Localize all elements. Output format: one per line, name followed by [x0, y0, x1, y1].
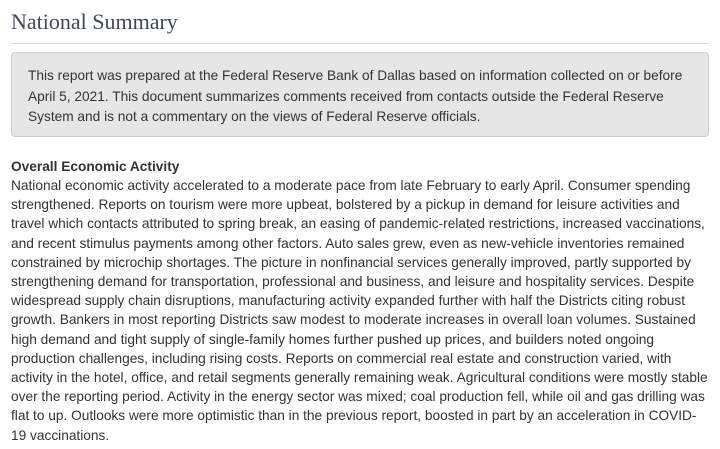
page-title: National Summary: [11, 9, 178, 34]
disclaimer-box: [11, 52, 709, 137]
overall-economic-activity-section: [11, 157, 711, 445]
section-heading: Overall Economic Activity: [11, 159, 180, 174]
title-divider: [11, 43, 709, 44]
disclaimer-text: This report was prepared at the Federal Reserve Bank of Dallas based on information collected on or before April 5, 2021. This document summarizes comments received from contacts outside the Federal Reserve System and is not a commentary on the views of Federal Reserve officials.: [28, 68, 683, 124]
section-body: National economic activity accelerated to a moderate pace from late February to early April. Consumer spending strengthened. Reports on tourism were more upbeat, bolstered by a pickup in demand for leisure activities and travel which contacts attributed to spring break, an easing of pandemic-related restrictions, increased vaccinations, and recent stimulus payments among other factors. Auto sales grew, even as new-vehicle inventories remained constrained by microchip shortages. The picture in nonfinancial services generally improved, partly supported by strengthening demand for transportation, professional and business, and leisure and hospitality services. Despite widespread supply chain disruptions, manufacturing activity expanded further with half the Districts citing robust growth. Bankers in most reporting Districts saw modest to moderate increases in overall loan volumes. Sustained high demand and tight supply of single-family homes further pushed up prices, and builders noted ongoing production challenges, including rising costs. Reports on commercial real estate and construction varied, with activity in the hotel, office, and retail segments generally remaining weak. Agricultural conditions were mostly stable over the reporting period. Activity in the energy sector was mixed; coal production fell, while oil and gas drilling was flat to up. Outlooks were more optimistic than in the previous report, boosted in part by an acceleration in COVID-19 vaccinations.: [11, 178, 708, 443]
